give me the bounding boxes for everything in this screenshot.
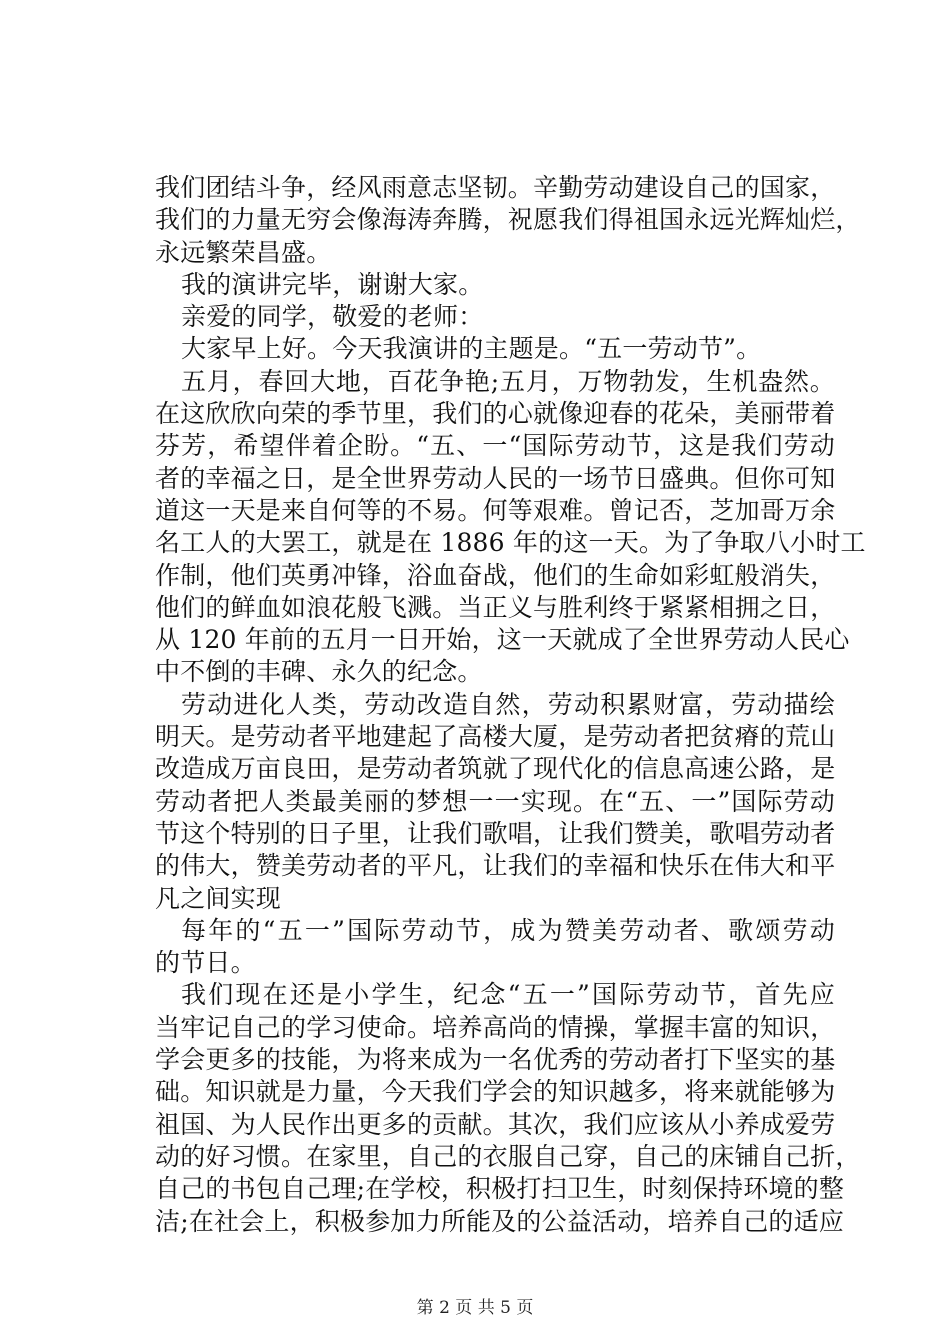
text-line: 节这个特别的日子里，让我们歌唱，让我们赞美，歌唱劳动者 [155, 818, 836, 848]
text-line: 劳动进化人类，劳动改造自然，劳动积累财富，劳动描绘 [181, 689, 835, 719]
text-line: 祖国、为人民作出更多的贡献。其次，我们应该从小养成爱劳 [155, 1109, 836, 1139]
text-line: 五月，春回大地，百花争艳;五月，万物勃发，生机盎然。 [181, 366, 835, 396]
text-line: 亲爱的同学，敬爱的老师： [181, 302, 484, 332]
text-line: 我们团结斗争，经风雨意志坚韧。辛勤劳动建设自己的国家， [155, 173, 836, 202]
text-line: 者的幸福之日，是全世界劳动人民的一场节日盛典。但你可知 [155, 463, 836, 493]
document-body [155, 172, 866, 1238]
text-line: 的伟大，赞美劳动者的平凡，让我们的幸福和快乐在伟大和平 [155, 851, 836, 881]
text-line: 他们的鲜血如浪花般飞溅。当正义与胜利终于紧紧相拥之日， [155, 592, 836, 622]
text-line: 大家早上好。今天我演讲的主题是。“五一劳动节”。 [181, 334, 762, 364]
text-line: 明天。是劳动者平地建起了高楼大厦，是劳动者把贫瘠的荒山 [155, 722, 836, 752]
text-line: 改造成万亩良田，是劳动者筑就了现代化的信息高速公路，是 [155, 754, 836, 784]
text-line: 我们现在还是小学生，纪念“五一”国际劳动节，首先应 [181, 980, 835, 1010]
text-line: 我的演讲完毕，谢谢大家。 [181, 269, 484, 299]
text-line: 中不倒的丰碑、永久的纪念。 [155, 657, 483, 687]
text-line: 础。知识就是力量，今天我们学会的知识越多，将来就能够为 [155, 1077, 836, 1107]
page-footer: 第 2 页 共 5 页 [416, 1298, 534, 1318]
text-line: 洁;在社会上，积极参加力所能及的公益活动，培养自己的适应 [155, 1206, 845, 1236]
text-line: 在这欣欣向荣的季节里，我们的心就像迎春的花朵，美丽带着 [155, 399, 836, 429]
text-line: 我们的力量无穷会像海涛奔腾，祝愿我们得祖国永远光辉灿烂， [155, 205, 861, 235]
text-line: 每年的“五一”国际劳动节，成为赞美劳动者、歌颂劳动 [181, 915, 835, 945]
text-line: 永远繁荣昌盛。 [155, 237, 332, 267]
text-line: 劳动者把人类最美丽的梦想一一实现。在“五、一”国际劳动 [155, 786, 835, 816]
text-line: 当牢记自己的学习使命。培养高尚的情操，掌握丰富的知识， [155, 1012, 836, 1042]
text-line: 道这一天是来自何等的不易。何等艰难。曾记否，芝加哥万余 [155, 495, 836, 525]
text-line: 从 120 年前的五月一日开始，这一天就成了全世界劳动人民心 [155, 625, 850, 655]
text-line: 动的好习惯。在家里，自己的衣服自己穿，自己的床铺自己折， [155, 1141, 861, 1171]
text-line: 凡之间实现 [155, 883, 282, 913]
text-line: 作制，他们英勇冲锋，浴血奋战，他们的生命如彩虹般消失， [155, 560, 836, 590]
text-line: 芬芳，希望伴着企盼。“五、一“国际劳动节，这是我们劳动 [155, 431, 835, 461]
text-line: 自己的书包自己理;在学校，积极打扫卫生，时刻保持环境的整 [155, 1174, 845, 1204]
text-line: 的节日。 [155, 948, 256, 978]
text-line: 名工人的大罢工，就是在 1886 年的这一天。为了争取八小时工 [155, 528, 866, 558]
text-line: 学会更多的技能，为将来成为一名优秀的劳动者打下坚实的基 [155, 1045, 836, 1075]
